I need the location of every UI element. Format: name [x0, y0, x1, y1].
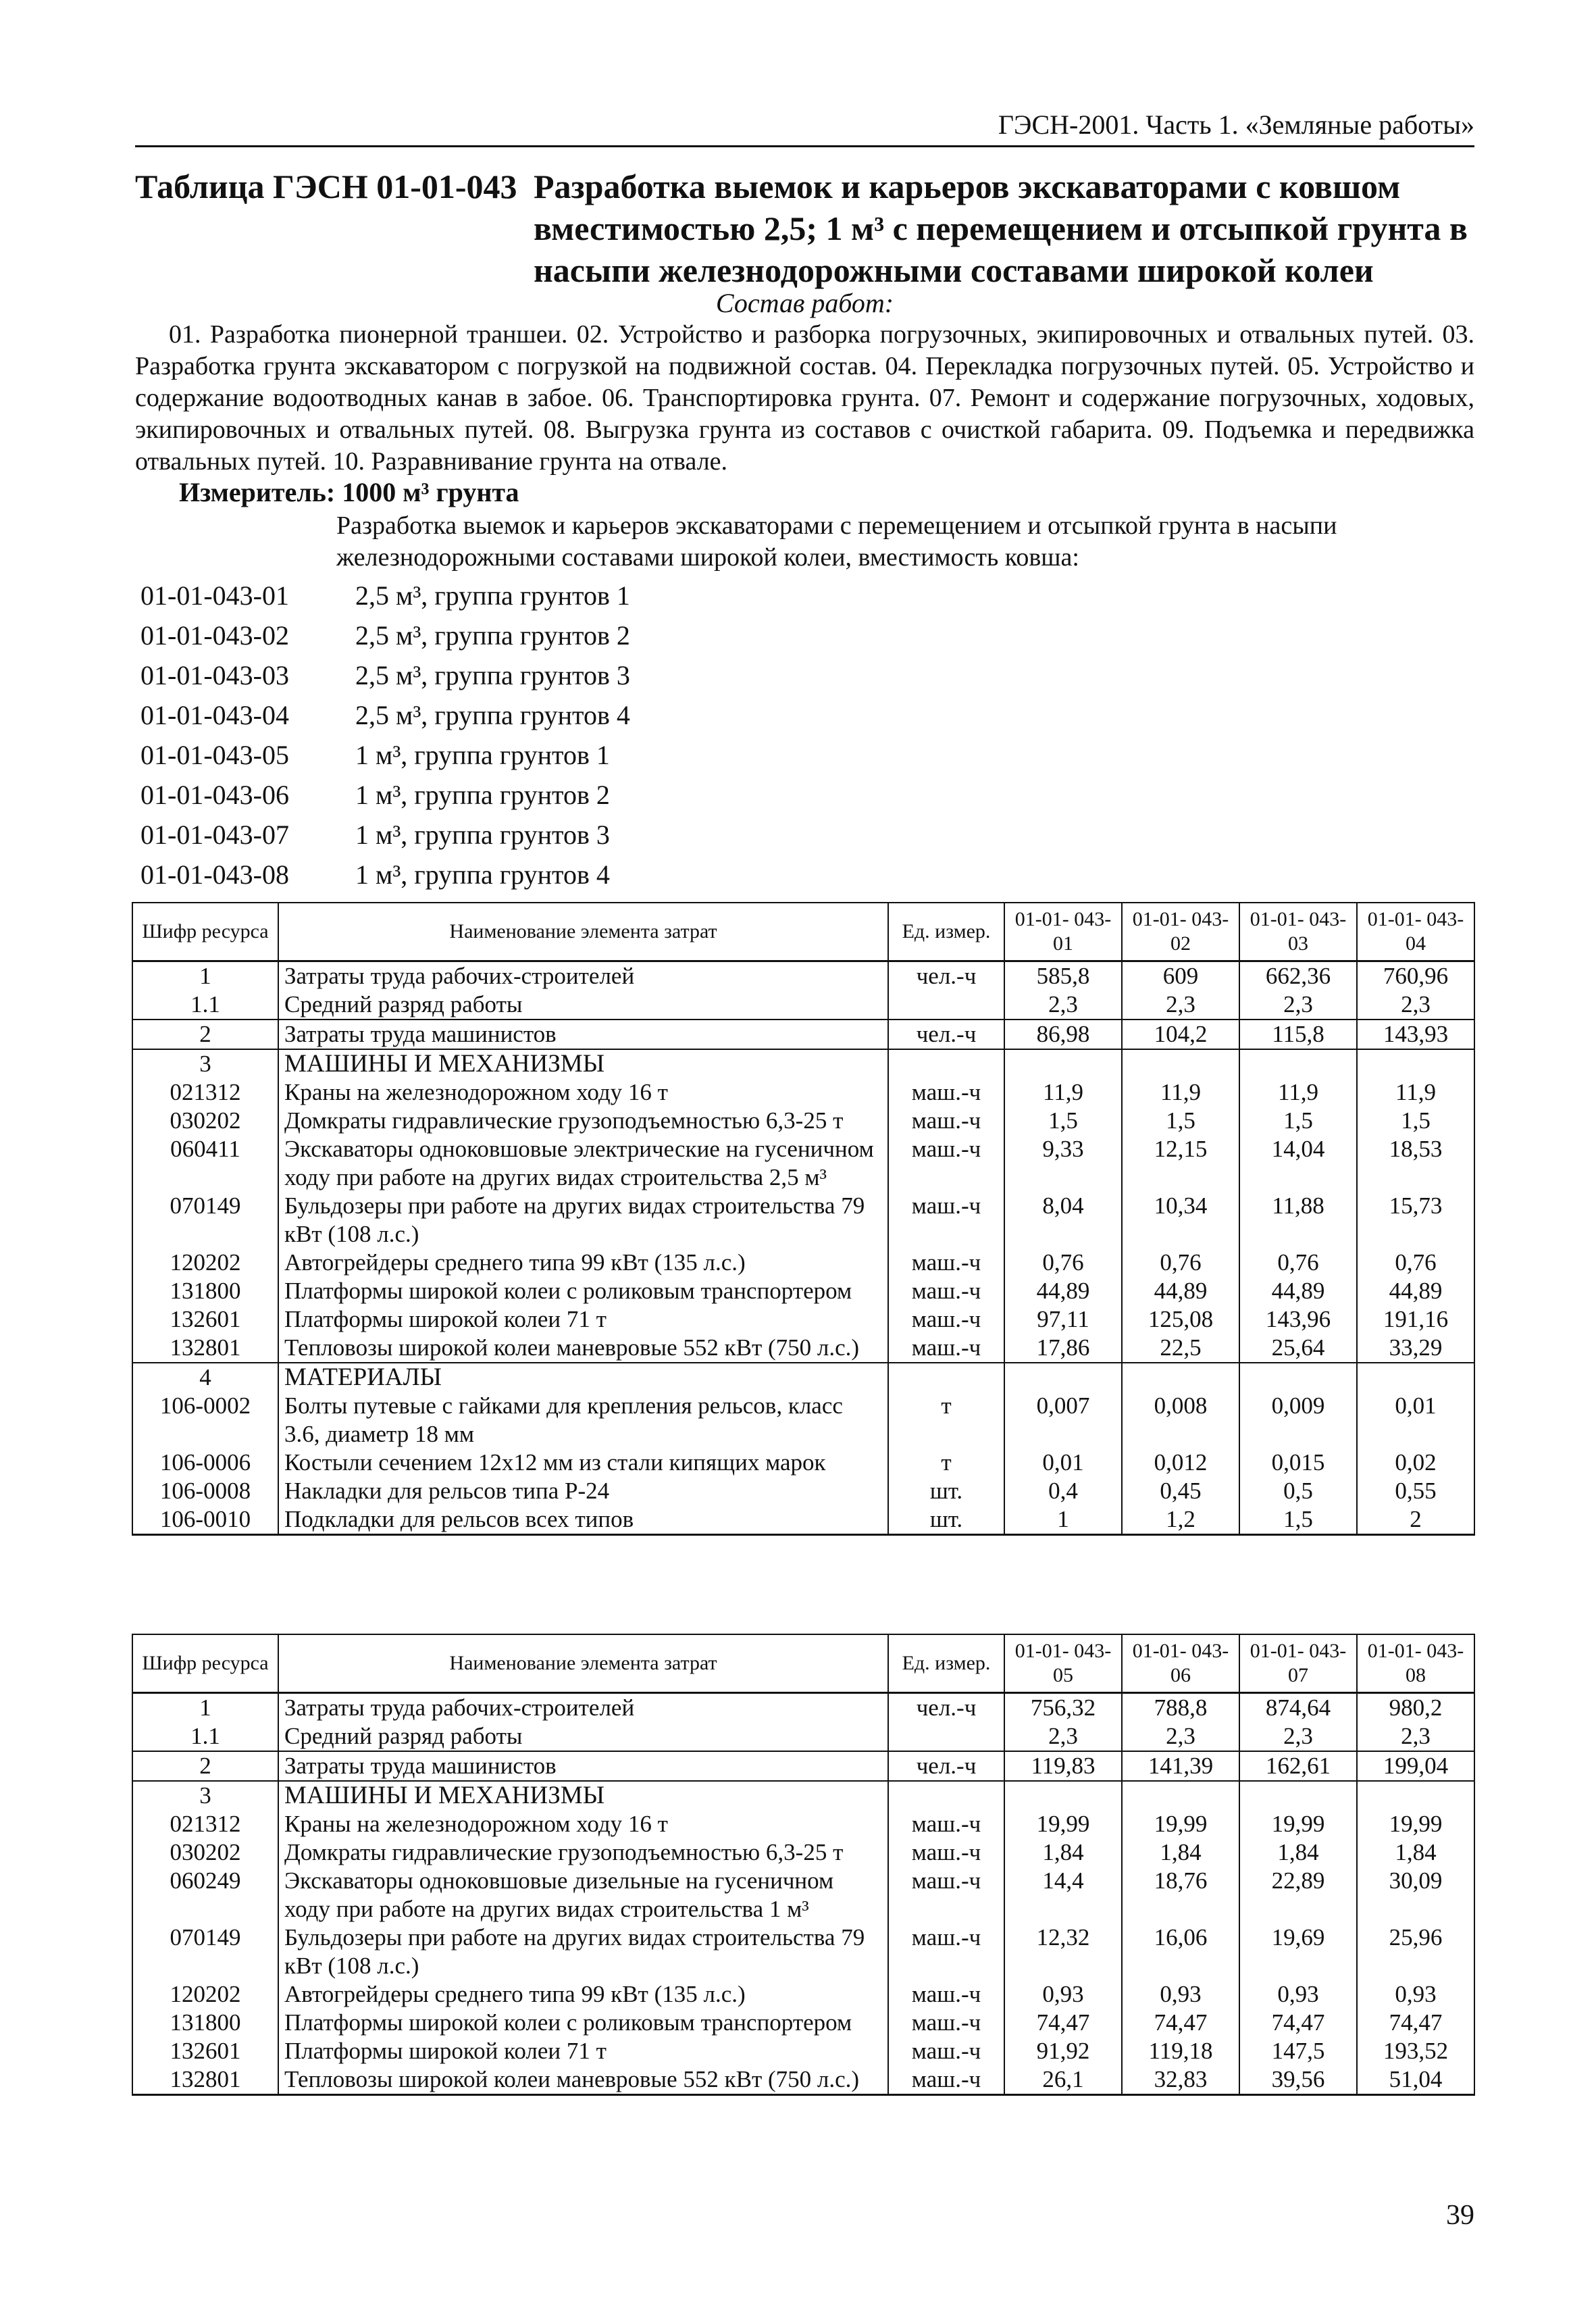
resource-value: 97,11 [1004, 1305, 1122, 1334]
resource-value: 11,9 [1239, 1078, 1357, 1107]
table-row [132, 1751, 1474, 1781]
resource-value: 30,09 [1357, 1867, 1474, 1923]
resource-unit: чел.-ч [888, 1020, 1004, 1049]
resource-value: 0,009 [1239, 1392, 1357, 1449]
resource-value: 0,01 [1357, 1392, 1474, 1449]
variant-name: 1 м³, группа грунтов 2 [355, 780, 610, 810]
running-header: ГЭСН-2001. Часть 1. «Земляные работы» [135, 108, 1474, 147]
resource-code: 2 [132, 1751, 278, 1781]
resource-value: 125,08 [1122, 1305, 1239, 1334]
resource-unit [888, 1722, 1004, 1751]
resource-code: 132801 [132, 1334, 278, 1363]
resource-value: 0,93 [1004, 1980, 1122, 2009]
header-name: Наименование элемента затрат [278, 903, 888, 961]
variant-name: 1 м³, группа грунтов 3 [355, 820, 610, 850]
resource-code: 030202 [132, 1838, 278, 1867]
resource-unit: т [888, 1392, 1004, 1449]
resource-unit: маш.-ч [888, 1192, 1004, 1249]
variant-row [140, 815, 951, 855]
table-row [132, 990, 1474, 1020]
resource-value: 104,2 [1122, 1020, 1239, 1049]
resource-code: 070149 [132, 1923, 278, 1980]
resource-value: 191,16 [1357, 1305, 1474, 1334]
resource-value: 15,73 [1357, 1192, 1474, 1249]
resource-value: 0,5 [1239, 1477, 1357, 1505]
resource-value: 609 [1122, 961, 1239, 991]
variant-list [140, 576, 951, 895]
resource-value: 0,45 [1122, 1477, 1239, 1505]
resource-code: 1.1 [132, 1722, 278, 1751]
variant-row [140, 615, 951, 655]
resource-value [1239, 1781, 1357, 1810]
resource-code: 131800 [132, 1277, 278, 1305]
variant-code: 01-01-043-01 [140, 580, 289, 611]
resource-value: 0,76 [1004, 1249, 1122, 1277]
resource-value [1004, 1363, 1122, 1392]
header-unit: Ед. измер. [888, 1634, 1004, 1693]
resource-code: 030202 [132, 1107, 278, 1135]
resource-value: 0,01 [1004, 1449, 1122, 1477]
resource-value: 0,007 [1004, 1392, 1122, 1449]
header-col: 01-01- 043-01 [1004, 903, 1122, 961]
resource-value: 0,55 [1357, 1477, 1474, 1505]
resource-code: 2 [132, 1020, 278, 1049]
resource-name: Экскаваторы одноковшовые дизельные на гусеничном ходу при работе на других видах строительства 1 м³ [278, 1867, 888, 1923]
table-row [132, 1980, 1474, 2009]
resource-value: 0,015 [1239, 1449, 1357, 1477]
resource-value: 51,04 [1357, 2065, 1474, 2095]
resource-name: Подкладки для рельсов всех типов [278, 1505, 888, 1535]
resource-value: 22,5 [1122, 1334, 1239, 1363]
resource-code: 120202 [132, 1249, 278, 1277]
table-row [132, 1923, 1474, 1980]
resource-code: 4 [132, 1363, 278, 1392]
resource-name: Платформы широкой колеи с роликовым транспортером [278, 1277, 888, 1305]
resource-value: 18,76 [1122, 1867, 1239, 1923]
resource-value: 26,1 [1004, 2065, 1122, 2095]
resource-name: Краны на железнодорожном ходу 16 т [278, 1810, 888, 1838]
resource-name: Платформы широкой колеи с роликовым транспортером [278, 2009, 888, 2037]
table-row [132, 1693, 1474, 1723]
resource-code: 060411 [132, 1135, 278, 1192]
resource-unit: чел.-ч [888, 961, 1004, 991]
resource-value: 141,39 [1122, 1751, 1239, 1781]
table-row [132, 1107, 1474, 1135]
resource-name: Домкраты гидравлические грузоподъемностью 6,3-25 т [278, 1838, 888, 1867]
table-row [132, 1135, 1474, 1192]
table-row [132, 1192, 1474, 1249]
resource-code: 106-0002 [132, 1392, 278, 1449]
resource-code: 070149 [132, 1192, 278, 1249]
resource-value: 1,84 [1122, 1838, 1239, 1867]
resource-value: 760,96 [1357, 961, 1474, 991]
resource-value: 19,99 [1122, 1810, 1239, 1838]
resource-code: 1.1 [132, 990, 278, 1020]
resource-value: 1,84 [1239, 1838, 1357, 1867]
resource-code: 132601 [132, 2037, 278, 2065]
variant-name: 2,5 м³, группа грунтов 4 [355, 700, 630, 730]
table-row [132, 1334, 1474, 1363]
resource-value: 44,89 [1122, 1277, 1239, 1305]
resource-name: Платформы широкой колеи 71 т [278, 1305, 888, 1334]
resource-value: 14,4 [1004, 1867, 1122, 1923]
resource-unit: т [888, 1449, 1004, 1477]
table-row [132, 1781, 1474, 1810]
resource-value: 86,98 [1004, 1020, 1122, 1049]
resource-value: 2,3 [1004, 1722, 1122, 1751]
table-row [132, 1305, 1474, 1334]
resource-code: 106-0010 [132, 1505, 278, 1535]
resource-unit: чел.-ч [888, 1693, 1004, 1723]
resource-code: 132601 [132, 1305, 278, 1334]
header-code: Шифр ресурса [132, 903, 278, 961]
resource-value: 199,04 [1357, 1751, 1474, 1781]
resource-value [1004, 1049, 1122, 1078]
resource-name: Затраты труда машинистов [278, 1020, 888, 1049]
resource-value: 119,18 [1122, 2037, 1239, 2065]
table-row [132, 1505, 1474, 1535]
resource-unit [888, 1049, 1004, 1078]
resource-value: 1,84 [1004, 1838, 1122, 1867]
resource-value: 74,47 [1004, 2009, 1122, 2037]
resource-value: 14,04 [1239, 1135, 1357, 1192]
header-col: 01-01- 043-05 [1004, 1634, 1122, 1693]
measurement-unit: Измеритель: 1000 м³ грунта [179, 477, 519, 507]
resource-unit: маш.-ч [888, 1867, 1004, 1923]
variant-row [140, 576, 951, 615]
resource-value: 10,34 [1122, 1192, 1239, 1249]
resource-unit: маш.-ч [888, 1810, 1004, 1838]
variant-code: 01-01-043-04 [140, 700, 289, 730]
resource-unit: маш.-ч [888, 1838, 1004, 1867]
resource-unit: маш.-ч [888, 2037, 1004, 2065]
variant-code: 01-01-043-05 [140, 740, 289, 770]
resource-value: 0,76 [1357, 1249, 1474, 1277]
resource-unit: маш.-ч [888, 2009, 1004, 2037]
resource-value: 11,9 [1122, 1078, 1239, 1107]
resource-name: Затраты труда рабочих-строителей [278, 961, 888, 991]
resource-code: 3 [132, 1781, 278, 1810]
table-row [132, 1477, 1474, 1505]
variant-row [140, 855, 951, 895]
resource-unit: чел.-ч [888, 1751, 1004, 1781]
resource-table-1 [132, 902, 1475, 1536]
table-row [132, 1722, 1474, 1751]
resource-value: 19,69 [1239, 1923, 1357, 1980]
variant-row [140, 655, 951, 695]
resource-table-2 [132, 1634, 1475, 2096]
resource-name: Краны на железнодорожном ходу 16 т [278, 1078, 888, 1107]
resource-value: 2,3 [1239, 990, 1357, 1020]
resource-value: 788,8 [1122, 1693, 1239, 1723]
resource-value: 8,04 [1004, 1192, 1122, 1249]
header-col: 01-01- 043-03 [1239, 903, 1357, 961]
resource-name: Домкраты гидравлические грузоподъемностью 6,3-25 т [278, 1107, 888, 1135]
header-col: 01-01- 043-08 [1357, 1634, 1474, 1693]
resource-value: 74,47 [1122, 2009, 1239, 2037]
table-row [132, 2009, 1474, 2037]
resource-name: МАШИНЫ И МЕХАНИЗМЫ [278, 1781, 888, 1810]
resource-name: Средний разряд работы [278, 990, 888, 1020]
resource-value: 0,4 [1004, 1477, 1122, 1505]
resource-value: 19,99 [1357, 1810, 1474, 1838]
resource-value: 44,89 [1357, 1277, 1474, 1305]
header-col: 01-01- 043-06 [1122, 1634, 1239, 1693]
resource-value: 0,93 [1239, 1980, 1357, 2009]
resource-value: 22,89 [1239, 1867, 1357, 1923]
resource-name: Экскаваторы одноковшовые электрические на гусеничном ходу при работе на других видах строительства 2,5 м³ [278, 1135, 888, 1192]
resource-value [1239, 1363, 1357, 1392]
resource-value: 39,56 [1239, 2065, 1357, 2095]
resource-unit: шт. [888, 1505, 1004, 1535]
resource-unit: маш.-ч [888, 1249, 1004, 1277]
resource-code: 1 [132, 961, 278, 991]
table-row [132, 1078, 1474, 1107]
variant-name: 2,5 м³, группа грунтов 3 [355, 660, 630, 690]
resource-value: 25,96 [1357, 1923, 1474, 1980]
resource-name: Тепловозы широкой колеи маневровые 552 кВт (750 л.с.) [278, 2065, 888, 2095]
resource-value: 147,5 [1239, 2037, 1357, 2065]
variant-code: 01-01-043-02 [140, 620, 289, 651]
variant-code: 01-01-043-03 [140, 660, 289, 690]
table-row [132, 1392, 1474, 1449]
page-number: 39 [1446, 2200, 1474, 2231]
resource-value: 115,8 [1239, 1020, 1357, 1049]
resource-value: 143,96 [1239, 1305, 1357, 1334]
resource-value: 2,3 [1122, 1722, 1239, 1751]
resource-value: 1,5 [1239, 1107, 1357, 1135]
variant-name: 1 м³, группа грунтов 4 [355, 859, 610, 890]
resource-code: 132801 [132, 2065, 278, 2095]
table-row [132, 1277, 1474, 1305]
resource-value: 756,32 [1004, 1693, 1122, 1723]
resource-value: 18,53 [1357, 1135, 1474, 1192]
resource-value: 91,92 [1004, 2037, 1122, 2065]
table-row [132, 2037, 1474, 2065]
resource-value: 44,89 [1004, 1277, 1122, 1305]
resource-value: 1,84 [1357, 1838, 1474, 1867]
variant-row [140, 695, 951, 735]
resource-code: 1 [132, 1693, 278, 1723]
resource-value: 0,76 [1122, 1249, 1239, 1277]
resource-name: МАШИНЫ И МЕХАНИЗМЫ [278, 1049, 888, 1078]
table-row [132, 1249, 1474, 1277]
resource-code: 131800 [132, 2009, 278, 2037]
resource-value: 1 [1004, 1505, 1122, 1535]
resource-unit [888, 1363, 1004, 1392]
resource-value: 0,012 [1122, 1449, 1239, 1477]
resource-value: 11,9 [1004, 1078, 1122, 1107]
resource-value: 11,88 [1239, 1192, 1357, 1249]
resource-unit [888, 990, 1004, 1020]
resource-code: 106-0006 [132, 1449, 278, 1477]
work-composition-heading: Состав работ: [715, 288, 894, 318]
resource-code: 3 [132, 1049, 278, 1078]
resource-unit: маш.-ч [888, 1980, 1004, 2009]
title-main: Разработка выемок и карьеров экскаваторами с ковшом вместимостью 2,5; 1 м³ с перемещением и отсыпкой грунта в насыпи железнодорожными составами широкой колеи [534, 168, 1468, 289]
resource-value [1357, 1781, 1474, 1810]
table-row [132, 1838, 1474, 1867]
resource-unit: шт. [888, 1477, 1004, 1505]
resource-value: 1,5 [1357, 1107, 1474, 1135]
resource-value [1122, 1781, 1239, 1810]
resource-value: 193,52 [1357, 2037, 1474, 2065]
resource-name: Платформы широкой колеи 71 т [278, 2037, 888, 2065]
resource-value: 2,3 [1357, 1722, 1474, 1751]
resource-name: Автогрейдеры среднего типа 99 кВт (135 л.с.) [278, 1980, 888, 2009]
resource-value: 162,61 [1239, 1751, 1357, 1781]
resource-value: 980,2 [1357, 1693, 1474, 1723]
resource-value: 32,83 [1122, 2065, 1239, 2095]
header-col: 01-01- 043-02 [1122, 903, 1239, 961]
resource-value: 19,99 [1239, 1810, 1357, 1838]
resource-name: Болты путевые с гайками для крепления рельсов, класс 3.6, диаметр 18 мм [278, 1392, 888, 1449]
resource-unit: маш.-ч [888, 1277, 1004, 1305]
resource-value: 585,8 [1004, 961, 1122, 991]
resource-value: 2,3 [1004, 990, 1122, 1020]
resource-value: 2 [1357, 1505, 1474, 1535]
resource-value: 25,64 [1239, 1334, 1357, 1363]
table-row [132, 2065, 1474, 2095]
resource-value: 2,3 [1357, 990, 1474, 1020]
variant-name: 1 м³, группа грунтов 1 [355, 740, 610, 770]
resource-value [1122, 1363, 1239, 1392]
header-col: 01-01- 043-07 [1239, 1634, 1357, 1693]
variant-row [140, 775, 951, 815]
resource-unit: маш.-ч [888, 1135, 1004, 1192]
resource-value: 17,86 [1004, 1334, 1122, 1363]
table-row [132, 1449, 1474, 1477]
header-unit: Ед. измер. [888, 903, 1004, 961]
table-row [132, 1810, 1474, 1838]
resource-name: Тепловозы широкой колеи маневровые 552 кВт (750 л.с.) [278, 1334, 888, 1363]
resource-value: 33,29 [1357, 1334, 1474, 1363]
resource-name: Средний разряд работы [278, 1722, 888, 1751]
resource-value: 0,93 [1122, 1980, 1239, 2009]
resource-unit: маш.-ч [888, 1334, 1004, 1363]
table-row [132, 1020, 1474, 1049]
resource-value: 0,93 [1357, 1980, 1474, 2009]
resource-code: 060249 [132, 1867, 278, 1923]
table-row [132, 1363, 1474, 1392]
resource-name: Бульдозеры при работе на других видах строительства 79 кВт (108 л.с.) [278, 1923, 888, 1980]
table-row [132, 1867, 1474, 1923]
resource-unit: маш.-ч [888, 1923, 1004, 1980]
resource-value: 0,76 [1239, 1249, 1357, 1277]
resource-value: 16,06 [1122, 1923, 1239, 1980]
resource-value: 2,3 [1239, 1722, 1357, 1751]
resource-name: МАТЕРИАЛЫ [278, 1363, 888, 1392]
variant-code: 01-01-043-06 [140, 780, 289, 810]
table-title [135, 166, 1474, 291]
resource-unit: маш.-ч [888, 1107, 1004, 1135]
resource-value [1122, 1049, 1239, 1078]
resource-value [1357, 1363, 1474, 1392]
table-row [132, 961, 1474, 991]
resource-value: 662,36 [1239, 961, 1357, 991]
resource-value: 0,02 [1357, 1449, 1474, 1477]
resource-code: 120202 [132, 1980, 278, 2009]
resource-unit: маш.-ч [888, 1305, 1004, 1334]
resource-value: 1,2 [1122, 1505, 1239, 1535]
header-col: 01-01- 043-04 [1357, 903, 1474, 961]
resource-code: 106-0008 [132, 1477, 278, 1505]
resource-value: 1,5 [1004, 1107, 1122, 1135]
resource-unit [888, 1781, 1004, 1810]
title-prefix: Таблица ГЭСН 01-01-043 [135, 168, 517, 205]
variant-description: Разработка выемок и карьеров экскаваторами с перемещением и отсыпкой грунта в насыпи железнодорожными составами широкой колеи, вместимость ковша: [336, 511, 1337, 572]
resource-value [1357, 1049, 1474, 1078]
resource-name: Затраты труда машинистов [278, 1751, 888, 1781]
resource-value: 143,93 [1357, 1020, 1474, 1049]
resource-value: 119,83 [1004, 1751, 1122, 1781]
resource-name: Накладки для рельсов типа Р-24 [278, 1477, 888, 1505]
work-composition-text: 01. Разработка пионерной траншеи. 02. Устройство и разборка погрузочных, экипировочных и отвальных путей. 03. Разработка грунта экскаватором с погрузкой на подвижной состав. 04. Перекладка погрузочных путей. 05. Устройство и содержание водоотводных канав в забое. 06. Транспортировка грунта. 07. Ремонт и содержание погрузочных, ходовых, экипировочных и отвальных путей. 08. Выгрузка грунта из составов с очисткой габарита. 09. Подъемка и передвижка отвальных путей. 10. Разравнивание грунта на отвале. [135, 320, 1474, 476]
resource-name: Автогрейдеры среднего типа 99 кВт (135 л.с.) [278, 1249, 888, 1277]
resource-name: Костыли сечением 12х12 мм из стали кипящих марок [278, 1449, 888, 1477]
header-name: Наименование элемента затрат [278, 1634, 888, 1693]
resource-value [1239, 1049, 1357, 1078]
resource-value: 12,32 [1004, 1923, 1122, 1980]
resource-value: 0,008 [1122, 1392, 1239, 1449]
resource-name: Бульдозеры при работе на других видах строительства 79 кВт (108 л.с.) [278, 1192, 888, 1249]
variant-row [140, 735, 951, 775]
resource-value: 9,33 [1004, 1135, 1122, 1192]
resource-value: 11,9 [1357, 1078, 1474, 1107]
resource-name: Затраты труда рабочих-строителей [278, 1693, 888, 1723]
variant-name: 2,5 м³, группа грунтов 2 [355, 620, 630, 651]
resource-unit: маш.-ч [888, 1078, 1004, 1107]
resource-value: 2,3 [1122, 990, 1239, 1020]
resource-value: 74,47 [1357, 2009, 1474, 2037]
variant-name: 2,5 м³, группа грунтов 1 [355, 580, 630, 611]
resource-value: 44,89 [1239, 1277, 1357, 1305]
resource-value: 74,47 [1239, 2009, 1357, 2037]
resource-value: 874,64 [1239, 1693, 1357, 1723]
header-code: Шифр ресурса [132, 1634, 278, 1693]
table-row [132, 1049, 1474, 1078]
resource-value: 1,5 [1122, 1107, 1239, 1135]
resource-unit: маш.-ч [888, 2065, 1004, 2095]
variant-code: 01-01-043-08 [140, 859, 289, 890]
resource-value: 1,5 [1239, 1505, 1357, 1535]
resource-value [1004, 1781, 1122, 1810]
resource-value: 19,99 [1004, 1810, 1122, 1838]
resource-code: 021312 [132, 1078, 278, 1107]
resource-value: 12,15 [1122, 1135, 1239, 1192]
resource-code: 021312 [132, 1810, 278, 1838]
variant-code: 01-01-043-07 [140, 820, 289, 850]
